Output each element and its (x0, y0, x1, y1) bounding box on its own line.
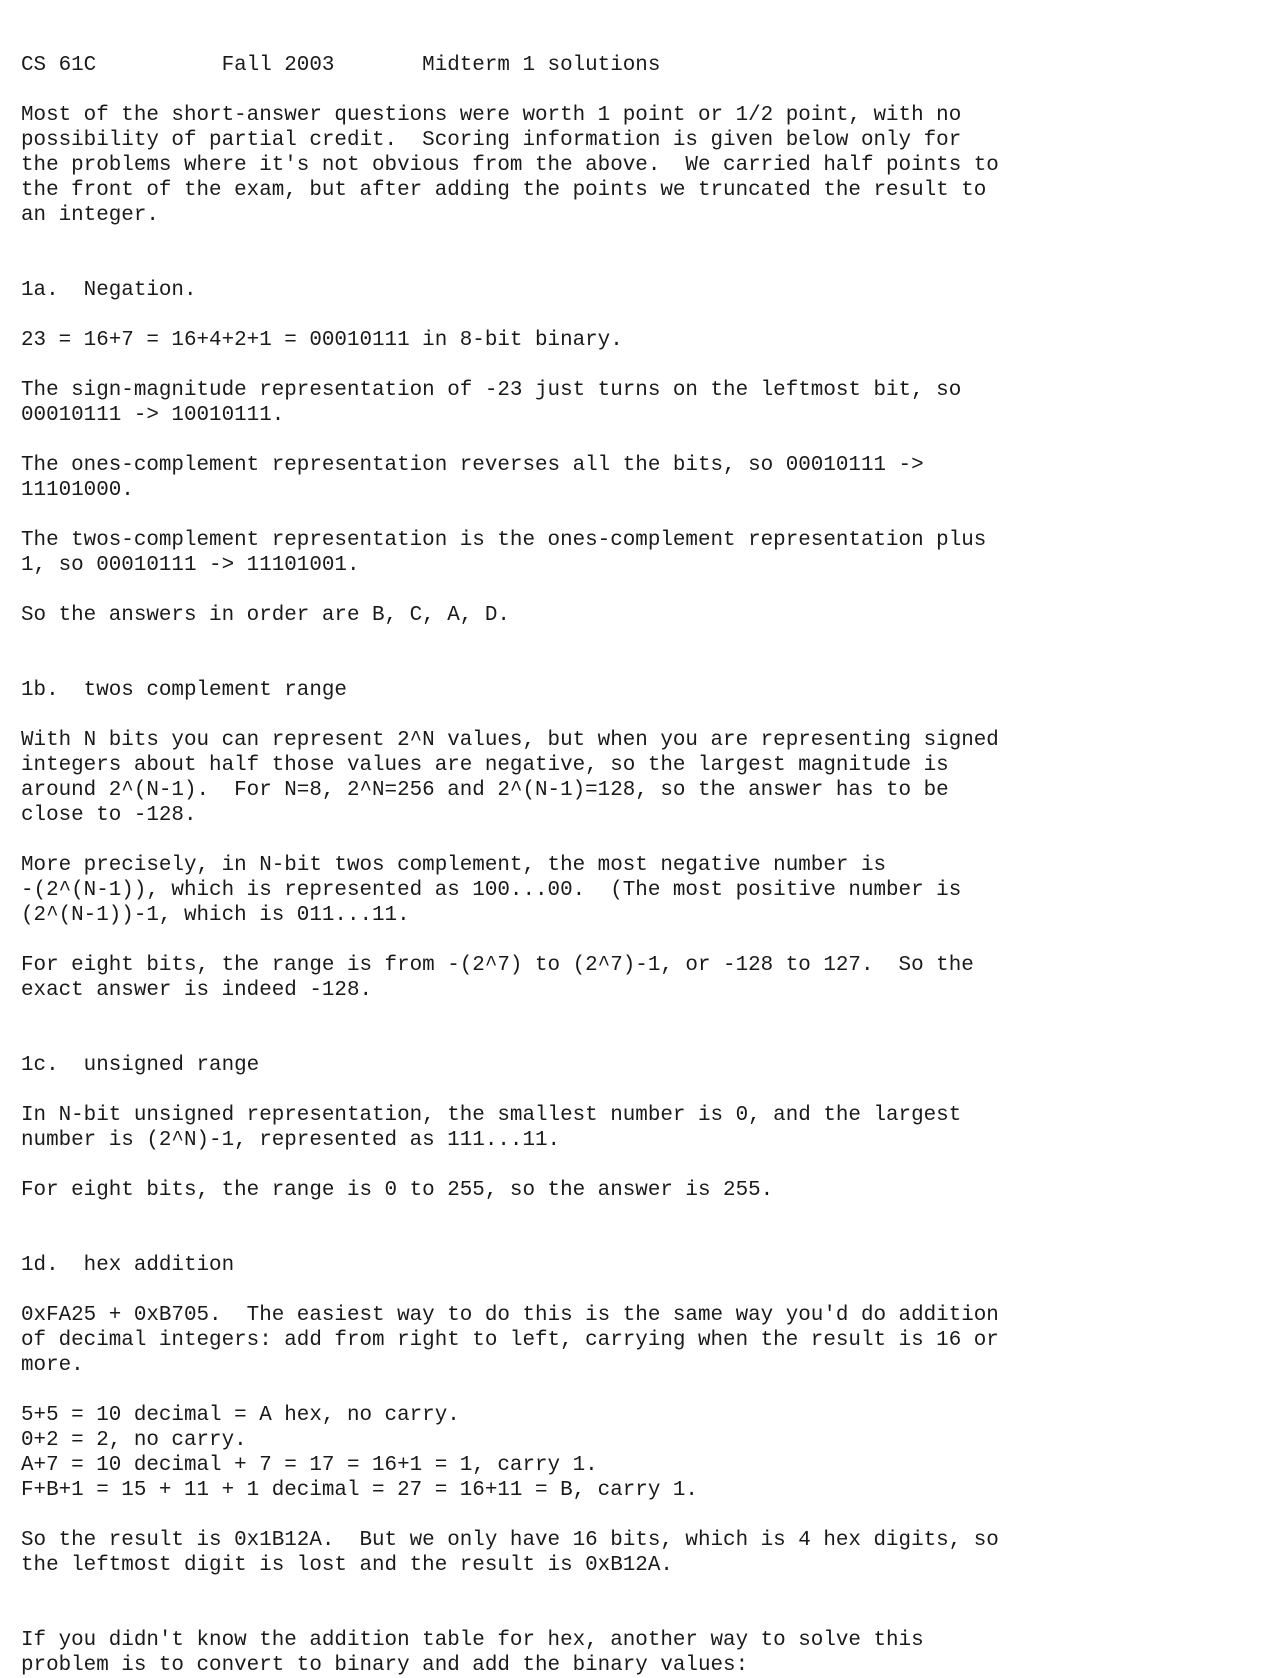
text-line: of decimal integers: add from right to left, carrying when the result is 16 or (21, 1329, 999, 1352)
text-line: With N bits you can represent 2^N values, but when you are representing signed (21, 729, 999, 752)
text-line (21, 1503, 999, 1528)
text-line: 1d. hex addition (21, 1254, 235, 1277)
text-line: around 2^(N-1). For N=8, 2^N=256 and 2^(N-1)=128, so the answer has to be (21, 779, 949, 802)
text-line: 0xFA25 + 0xB705. The easiest way to do this is the same way you'd do addition (21, 1304, 999, 1327)
text-line: If you didn't know the addition table for hex, another way to solve this (21, 1629, 924, 1652)
text-line (21, 928, 999, 953)
text-line (21, 1578, 999, 1603)
text-line: 0+2 = 2, no carry. (21, 1429, 247, 1452)
text-line: 1b. twos complement range (21, 679, 347, 702)
text-line: F+B+1 = 15 + 11 + 1 decimal = 27 = 16+11 = B, carry 1. (21, 1479, 698, 1502)
text-line: 23 = 16+7 = 16+4+2+1 = 00010111 in 8-bit binary. (21, 329, 623, 352)
text-line: The sign-magnitude representation of -23 just turns on the leftmost bit, so (21, 379, 962, 402)
text-line: problem is to convert to binary and add the binary values: (21, 1654, 749, 1677)
text-line (21, 253, 999, 278)
text-line (21, 653, 999, 678)
text-line: close to -128. (21, 804, 197, 827)
text-line (21, 703, 999, 728)
text-line (21, 503, 999, 528)
text-line: The twos-complement representation is the ones-complement representation plus (21, 529, 987, 552)
text-line: So the answers in order are B, C, A, D. (21, 604, 510, 627)
text-line (21, 228, 999, 253)
text-line: -(2^(N-1)), which is represented as 100...00. (The most positive number is (21, 879, 962, 902)
text-line: the front of the exam, but after adding the points we truncated the result to (21, 179, 987, 202)
text-line: For eight bits, the range is from -(2^7) to (2^7)-1, or -128 to 127. So the (21, 954, 974, 977)
text-line: integers about half those values are negative, so the largest magnitude is (21, 754, 949, 777)
text-line: possibility of partial credit. Scoring information is given below only for (21, 129, 962, 152)
text-line: So the result is 0x1B12A. But we only have 16 bits, which is 4 hex digits, so (21, 1529, 999, 1552)
text-line (21, 1028, 999, 1053)
text-line: the problems where it's not obvious from the above. We carried half points to (21, 154, 999, 177)
text-line: More precisely, in N-bit twos complement, the most negative number is (21, 854, 887, 877)
text-line (21, 628, 999, 653)
text-line: an integer. (21, 204, 159, 227)
text-line: 1, so 00010111 -> 11101001. (21, 554, 360, 577)
text-line: 11101000. (21, 479, 134, 502)
text-line (21, 428, 999, 453)
text-line: For eight bits, the range is 0 to 255, so the answer is 255. (21, 1179, 774, 1202)
text-line (21, 1153, 999, 1178)
text-line: 00010111 -> 10010111. (21, 404, 285, 427)
text-line: exact answer is indeed -128. (21, 979, 373, 1002)
text-line (21, 303, 999, 328)
text-line: In N-bit unsigned representation, the smallest number is 0, and the largest (21, 1104, 962, 1127)
text-line (21, 78, 999, 103)
text-line: 5+5 = 10 decimal = A hex, no carry. (21, 1404, 460, 1427)
text-line (21, 1228, 999, 1253)
text-line (21, 353, 999, 378)
text-line: A+7 = 10 decimal + 7 = 17 = 16+1 = 1, carry 1. (21, 1454, 598, 1477)
text-line: CS 61C Fall 2003 Midterm 1 solutions (21, 54, 661, 77)
text-line (21, 1003, 999, 1028)
text-line: (2^(N-1))-1, which is 011...11. (21, 904, 410, 927)
text-line (21, 828, 999, 853)
text-line (21, 1278, 999, 1303)
text-line: the leftmost digit is lost and the result is 0xB12A. (21, 1554, 673, 1577)
text-line (21, 1603, 999, 1628)
text-line (21, 578, 999, 603)
text-line (21, 1378, 999, 1403)
text-line: number is (2^N)-1, represented as 111...11. (21, 1129, 561, 1152)
text-line: more. (21, 1354, 84, 1377)
text-line: Most of the short-answer questions were worth 1 point or 1/2 point, with no (21, 104, 962, 127)
text-line (21, 1078, 999, 1103)
text-line: The ones-complement representation reverses all the bits, so 00010111 -> (21, 454, 924, 477)
document-text (21, 53, 999, 1678)
text-line (21, 1203, 999, 1228)
text-line: 1a. Negation. (21, 279, 197, 302)
text-line: 1c. unsigned range (21, 1054, 260, 1077)
